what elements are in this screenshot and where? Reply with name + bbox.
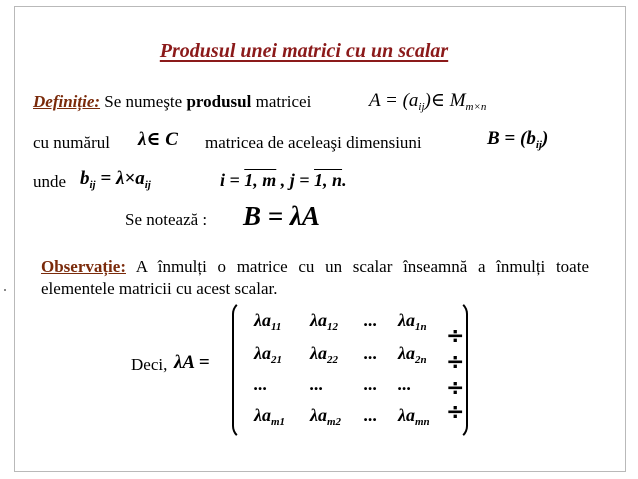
- matrix-cell-r4-c1: $\lambda a_{m1}$: [254, 405, 286, 428]
- formula-matrix-a: [369, 91, 486, 117]
- formula-m-sub: m×n: [465, 101, 487, 113]
- index-end: .: [342, 170, 347, 190]
- index-separator: , j =: [276, 170, 315, 190]
- definition-text-1: Se numeşte: [104, 92, 183, 111]
- formula-a-rest: )∈ M: [424, 90, 466, 111]
- definition-line-1: [33, 92, 311, 112]
- formula-a-part: A = (a: [369, 90, 419, 111]
- formula-b: B = (b: [487, 128, 536, 149]
- matrix-cell-r1-c3: ...: [364, 310, 378, 330]
- index-i: i =: [220, 170, 245, 190]
- matrix-cell-r1-c2: $\lambda a_{12}$: [310, 310, 338, 333]
- observation-paragraph: [41, 256, 589, 300]
- notation-text: [125, 210, 207, 230]
- matrix-cell-r3-c4: ...: [398, 374, 412, 394]
- matrix-cell-r2-c2: $\lambda a_{22}$: [310, 343, 338, 366]
- formula-bij-sub: ij: [89, 179, 96, 191]
- matrix-cell-r3-c1: ...: [254, 374, 268, 394]
- definition-line-3: [33, 172, 66, 192]
- formula-a-sub: ij: [418, 101, 425, 113]
- observation-label: Observație:: [41, 257, 126, 276]
- matrix-divider-symbol: ÷: [446, 376, 465, 401]
- matrix-cell-r4-c3: ...: [364, 405, 378, 425]
- formula-b-close: ): [541, 128, 549, 149]
- matrix-cell-r3-c3: ...: [364, 374, 378, 394]
- index-i-range: 1, m: [244, 170, 277, 190]
- line2-text-2: matricea de aceleaşi dimensiuni: [205, 133, 422, 152]
- matrix-divider-symbol: ÷: [446, 400, 465, 425]
- deci-label: Deci,: [131, 355, 168, 374]
- lambda-in-c: λ∈ C: [138, 129, 178, 150]
- line3-text: unde: [33, 172, 67, 191]
- matrix-cell-r4-c4: $\lambda a_{mn}$: [398, 405, 430, 428]
- edge-dot: [4, 289, 6, 291]
- matrix-cell-r1-c4: $\lambda a_{1n}$: [398, 310, 427, 333]
- index-j-range: 1, n: [314, 170, 343, 190]
- definition-text-2: matricei: [255, 92, 312, 111]
- matrix-cell-r2-c4: $\lambda a_{2n}$: [398, 343, 427, 366]
- definition-line-2: [33, 133, 110, 153]
- formula-matrix-b: [487, 129, 548, 155]
- line2-text: cu numărul: [33, 133, 110, 152]
- notation-label: Se notează :: [125, 210, 208, 229]
- definition-label: Definiție:: [33, 92, 101, 111]
- formula-indices: [220, 170, 347, 190]
- formula-lambda-in-c: [138, 130, 178, 150]
- matrix-cell-r4-c2: $\lambda a_{m2}$: [310, 405, 342, 428]
- slide-title: Produsul unei matrici cu un scalar: [159, 40, 449, 62]
- formula-aij-sub: ij: [144, 179, 151, 191]
- observation-text: A înmulți o matrice cu un scalar înseamnă a înmulți toate elementele matricii cu acest scalar.: [41, 257, 589, 298]
- formula-eq-lambda-a: = λ×a: [95, 168, 145, 189]
- matrix-divider-symbol: ÷: [446, 324, 465, 349]
- formula-bij-b: b: [80, 168, 90, 189]
- matrix-divider-symbol: ÷: [446, 350, 465, 375]
- formula-bij: [80, 169, 151, 195]
- matrix-left-paren: [232, 300, 246, 440]
- matrix-cell-r2-c1: $\lambda a_{21}$: [254, 343, 282, 366]
- lambda-a-lhs: λA =: [174, 352, 210, 373]
- matrix-cell-r1-c1: $\lambda a_{11}$: [254, 310, 282, 333]
- definition-line-2b: [205, 133, 422, 153]
- notation-formula-text: B = λA: [243, 201, 320, 231]
- matrix-cell-r2-c3: ...: [364, 343, 378, 363]
- notation-formula: [243, 200, 320, 232]
- result-matrix: [232, 300, 468, 440]
- definition-bold-word: produsul: [186, 92, 252, 111]
- matrix-cell-r3-c2: ...: [310, 374, 324, 394]
- formula-b-sub: ij: [535, 139, 542, 151]
